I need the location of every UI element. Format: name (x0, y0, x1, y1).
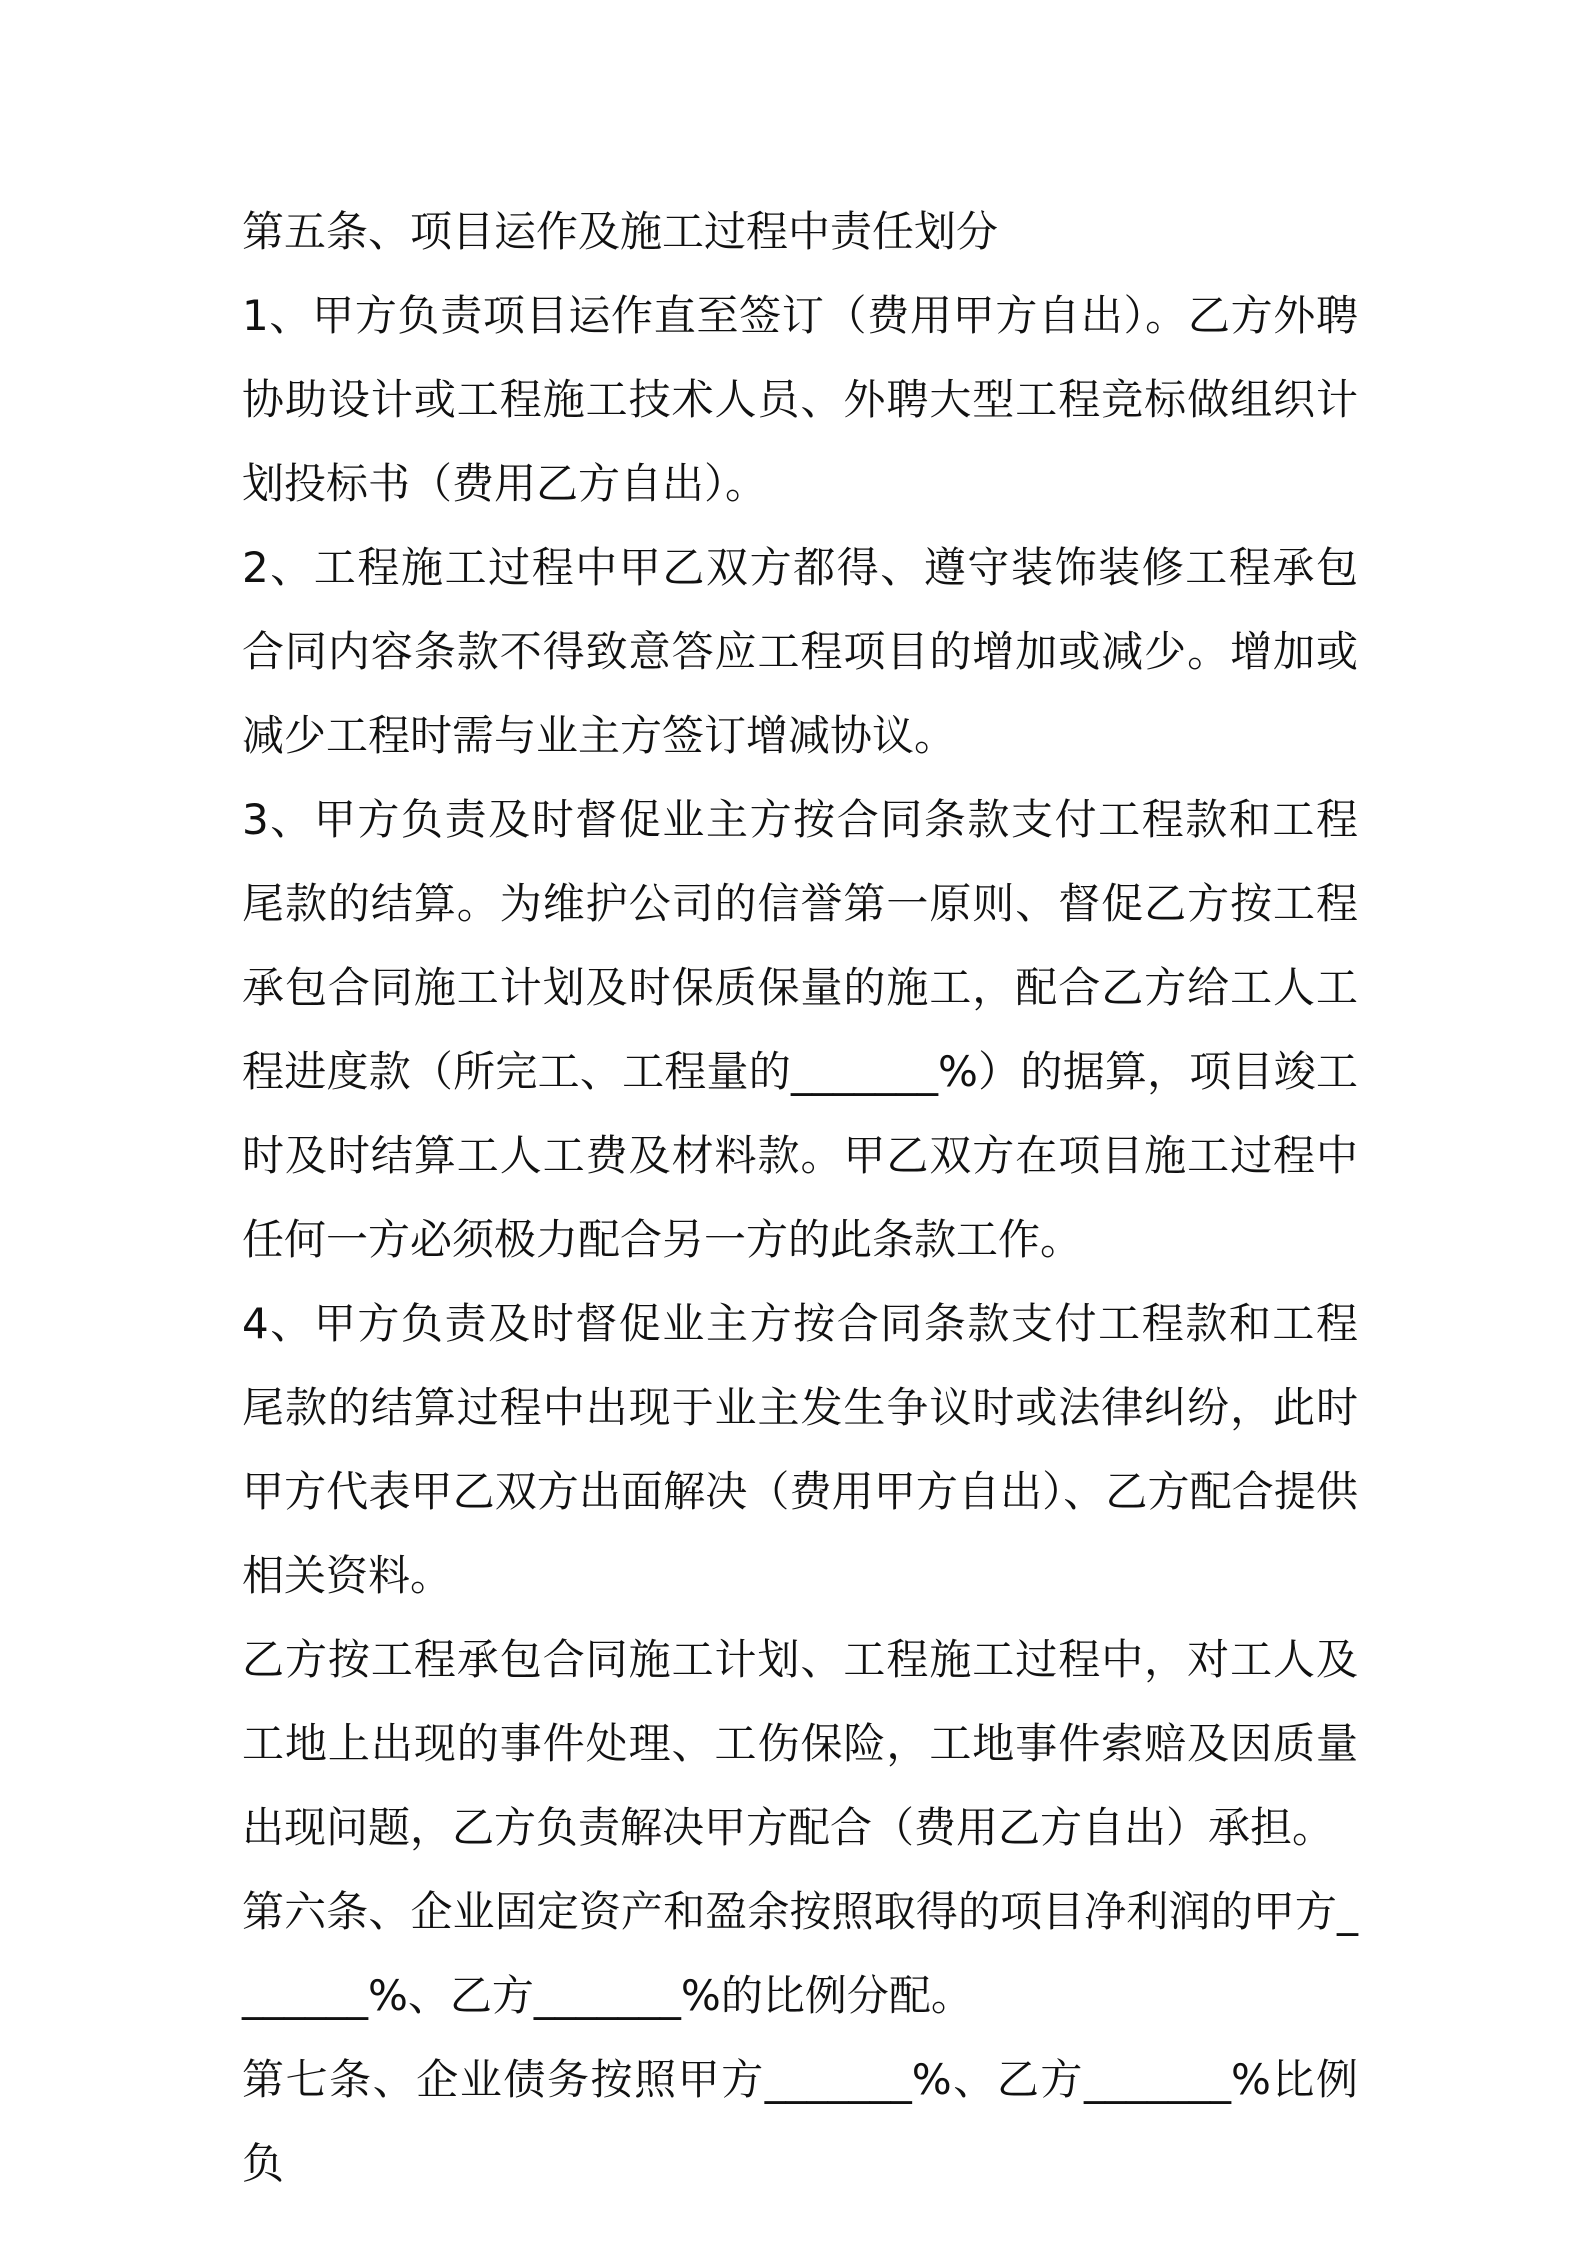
article-5-clause-3: 3、甲方负责及时督促业主方按合同条款支付工程款和工程尾款的结算。为维护公司的信誉第一原则、督促乙方按工程承包合同施工计划及时保质保量的施工，配合乙方给工人工程进度款（所完工、工程量的_______%）的据算，项目竣工时及时结算工人工费及材料款。甲乙双方在项目施工过程中任何一方必须极力配合另一方的此条款工作。 (242, 795, 1358, 1264)
contract-body (242, 190, 1358, 2206)
article-5-heading: 第五条、项目运作及施工过程中责任划分 (242, 207, 999, 256)
article-5-party-b-duty: 乙方按工程承包合同施工计划、工程施工过程中，对工人及工地上出现的事件处理、工伤保险，工地事件索赔及因质量出现问题，乙方负责解决甲方配合（费用乙方自出）承担。 (242, 1635, 1358, 1852)
article-5-clause-4: 4、甲方负责及时督促业主方按合同条款支付工程款和工程尾款的结算过程中出现于业主发生争议时或法律纠纷，此时甲方代表甲乙双方出面解决（费用甲方自出）、乙方配合提供相关资料。 (242, 1299, 1358, 1600)
article-5-clause-1: 1、甲方负责项目运作直至签订（费用甲方自出）。乙方外聘协助设计或工程施工技术人员、外聘大型工程竞标做组织计划投标书（费用乙方自出）。 (242, 291, 1358, 508)
article-7: 第七条、企业债务按照甲方_______%、乙方_______%比例负 (242, 2055, 1358, 2188)
article-6: 第六条、企业固定资产和盈余按照取得的项目净利润的甲方_______%、乙方_______%的比例分配。 (242, 1887, 1358, 2020)
article-5-clause-2: 2、工程施工过程中甲乙双方都得、遵守装饰装修工程承包合同内容条款不得致意答应工程项目的增加或减少。增加或减少工程时需与业主方签订增减协议。 (242, 543, 1358, 760)
